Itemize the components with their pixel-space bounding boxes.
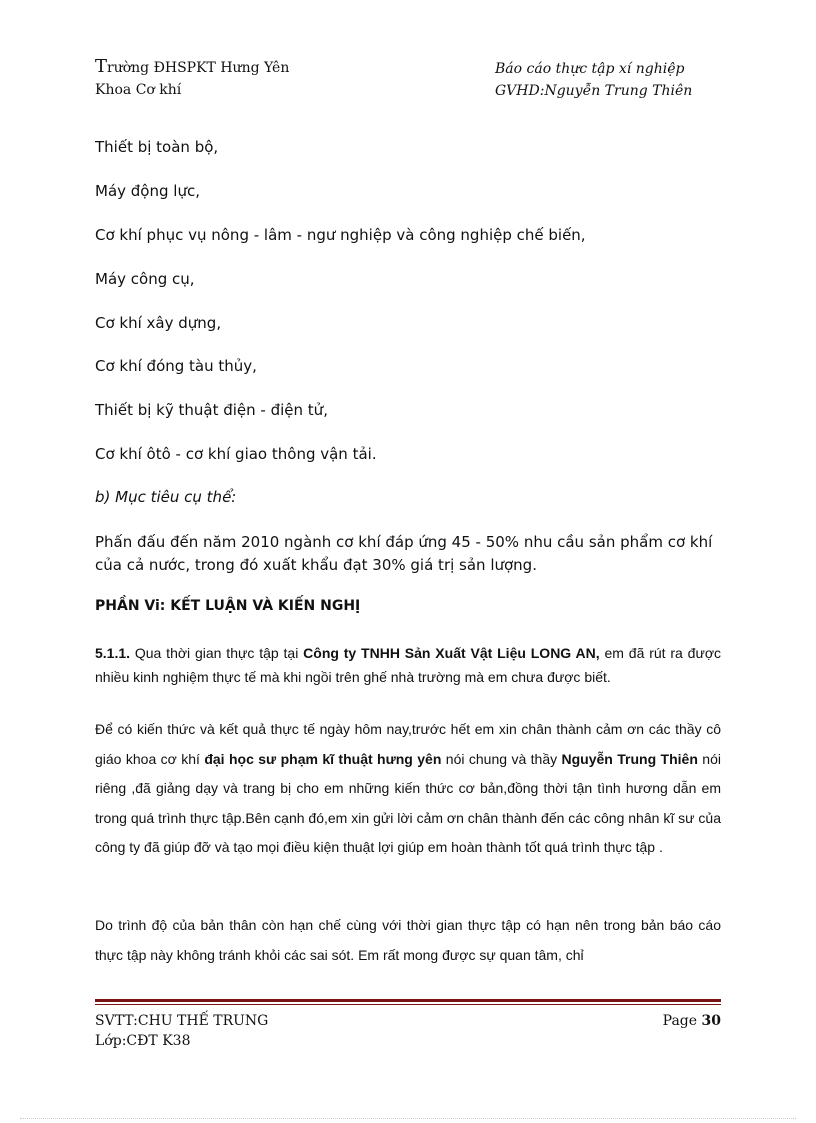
page-number-value: 30 [701,1013,721,1029]
class-name: Lớp:CĐT K38 [95,1033,191,1049]
school-name-rest: rường ĐHSPKT Hưng Yên [107,60,290,76]
advisor-name: GVHD:Nguyễn Trung Thiên [495,83,693,99]
school-name [95,56,289,79]
subheading: b) Mục tiêu cụ thể: [95,488,237,506]
student-name: SVTT:CHU THẾ TRUNG [95,1013,269,1029]
company-name: Công ty TNHH Sản Xuất Vật Liệu LONG AN, [303,645,600,661]
report-title: Báo cáo thực tập xí nghiệp [495,61,685,77]
page-number [663,1011,721,1031]
section-title: PHẦN Vi: KẾT LUẬN VÀ KIẾN NGHỊ [95,598,361,614]
page-edge [20,1118,796,1119]
footer-left [95,1011,268,1051]
page-label: Page [662,1013,698,1029]
text-run: nói chung và thầy [441,750,562,767]
target-paragraph: Phấn đấu đến năm 2010 ngành cơ khí đáp ứng 45 - 50% nhu cầu sản phẩm cơ khí của cả nước, trong đó xuất khẩu đạt 30% giá trị sản lượng. [95,533,713,574]
list-item: Máy động lực, [95,182,200,200]
school-name-initial: T [95,56,108,77]
faculty-name: Khoa Cơ khí [95,82,182,98]
footer-rule-thick [95,999,721,1002]
text-run: Để có kiến thức và kết quả thực tế ngày hôm nay,trước hết em xin chân thành cảm ơn các thầy cô giáo khoa cơ khí [95,721,721,767]
list-item: Cơ khí đóng tàu thủy, [95,357,257,375]
university-name: đại học sư phạm kĩ thuật hưng yên [204,750,442,767]
footer-rule-thin [95,1004,721,1005]
list-item: Thiết bị kỹ thuật điện - điện tử, [95,401,328,419]
list-item: Thiết bị toàn bộ, [95,138,219,156]
text-run: em đã rút ra được nhiều kinh nghiệm thực tế mà khi ngồi trên ghế nhà trường mà em chưa được biết. [95,645,722,685]
text-run: nói riêng ,đã giảng dạy và trang bị cho em những kiến thức cơ bản,đồng thời tận tình hương dẫn em trong quá trình thực tập.Bên cạnh đó,em xin gửi lời cảm ơn chân thành đến các công nhân kĩ sư của công ty đã giúp đỡ và tạo mọi điều kiện thuật lợi giúp em hoàn thành tốt quá trình thực tập . [95,750,721,855]
conclusion-paragraph-2 [95,715,721,863]
text-run: Qua thời gian thực tập tại [130,645,304,661]
teacher-name: Nguyễn Trung Thiên [561,750,698,767]
conclusion-paragraph-3: Do trình độ của bản thân còn hạn chế cùng với thời gian thực tập có hạn nên trong bản báo cáo thực tập này không tránh khỏi các sai sót. Em rất mong được sự quan tâm, chỉ [95,917,721,963]
list-item: Cơ khí xây dựng, [95,314,222,332]
header-left [95,56,289,101]
section-number: 5.1.1. [95,645,131,661]
list-item: Máy công cụ, [95,270,195,288]
conclusion-paragraph-1 [95,641,721,689]
header-right [495,58,692,102]
list-item: Cơ khí ôtô - cơ khí giao thông vận tải. [95,445,377,463]
list-item: Cơ khí phục vụ nông - lâm - ngư nghiệp và công nghiệp chế biến, [95,226,586,244]
